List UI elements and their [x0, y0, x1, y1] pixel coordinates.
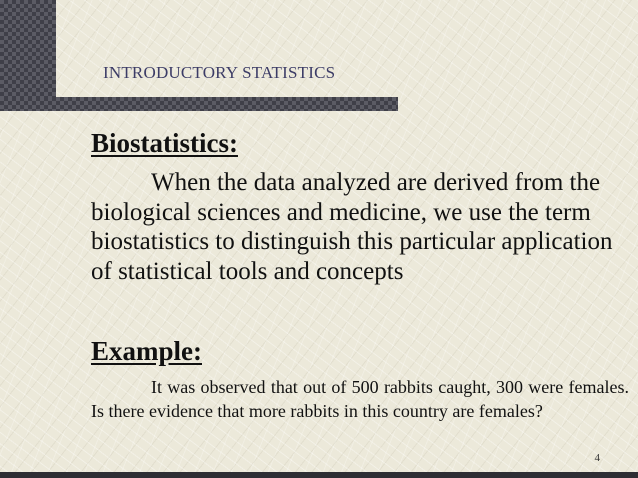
definition-paragraph	[91, 168, 631, 286]
heading-example: Example:	[91, 336, 202, 366]
decorative-vertical-bar	[0, 0, 56, 97]
page-number: 4	[594, 452, 600, 464]
heading-biostatistics: Biostatistics:	[91, 128, 238, 158]
example-text: It was observed that out of 500 rabbits caught, 300 were females. Is there evidence that more rabbits in this country are females?	[91, 377, 629, 421]
decorative-horizontal-bar	[0, 97, 398, 111]
example-paragraph	[91, 375, 629, 423]
definition-text: When the data analyzed are derived from the biological sciences and medicine, we use the term biostatistics to distinguish this particular application of statistical tools and concepts	[91, 169, 613, 285]
slide-header-title: INTRODUCTORY STATISTICS	[103, 63, 336, 82]
decorative-bottom-bar	[0, 472, 638, 478]
